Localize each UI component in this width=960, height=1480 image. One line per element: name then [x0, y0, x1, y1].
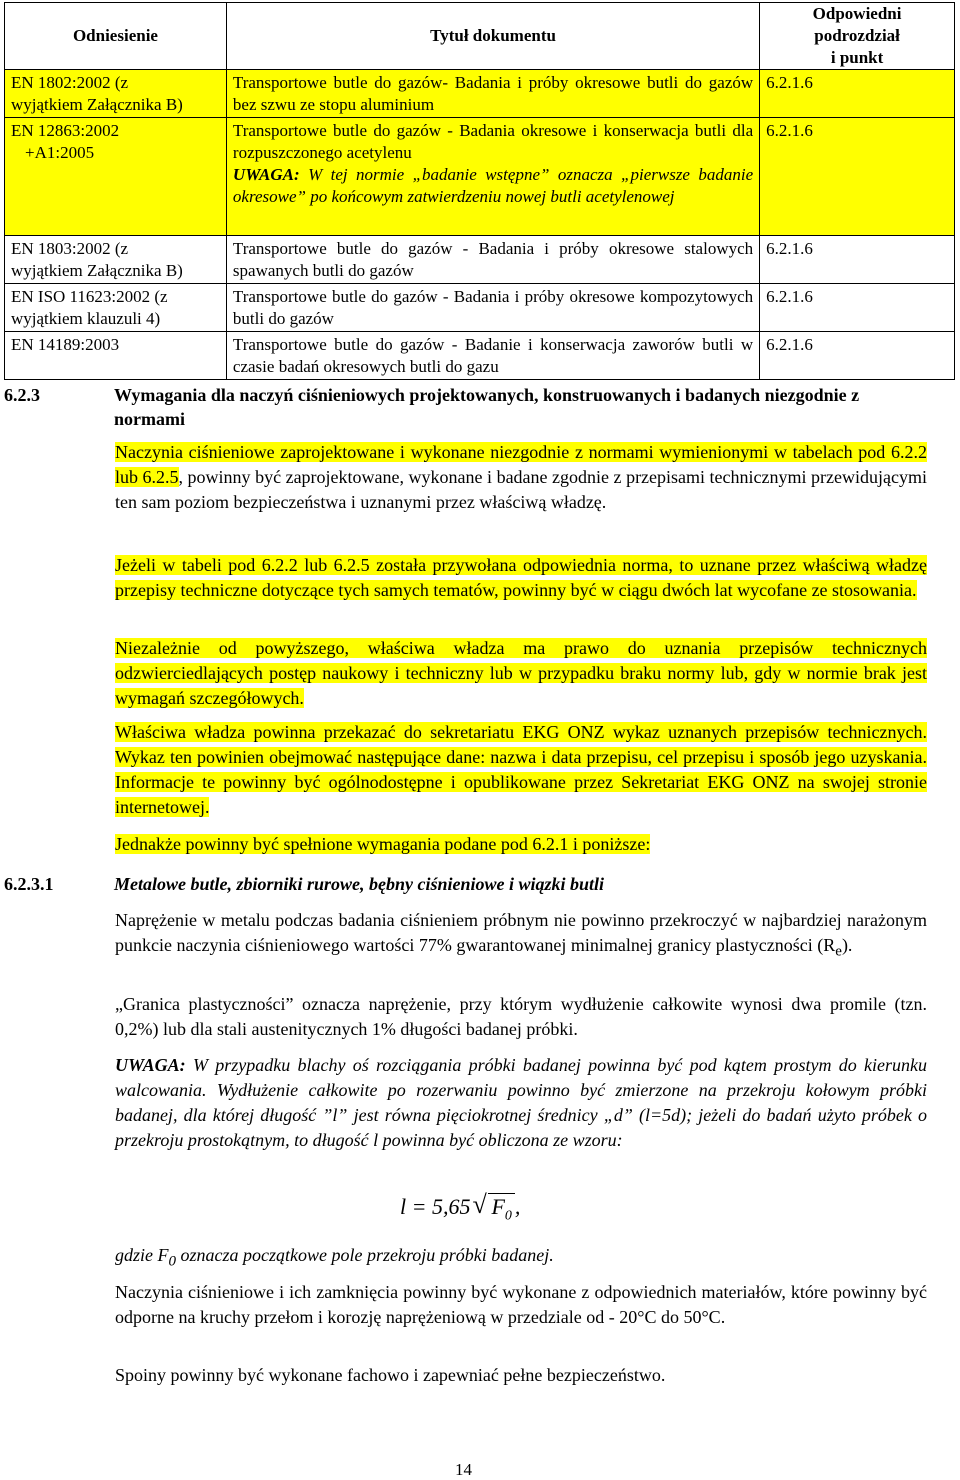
row-reference-line-2: +A1:2005 — [25, 143, 95, 162]
paragraph — [115, 992, 927, 1042]
row-reference — [5, 236, 227, 284]
paragraph — [115, 440, 927, 515]
table-row — [5, 236, 955, 284]
row-reference — [5, 332, 227, 380]
row-note — [233, 164, 753, 208]
formula-radicand: F — [491, 1194, 505, 1219]
section-heading-6-2-3 — [4, 383, 934, 431]
note-paragraph — [115, 1053, 927, 1153]
table-row — [5, 118, 955, 236]
row-section: 6.2.1.6 — [760, 332, 955, 380]
note-label: UWAGA: — [115, 1055, 186, 1075]
row-reference-line-2: wyjątkiem klauzuli 4) — [11, 309, 161, 328]
paragraph-text: , powinny być zaprojektowane, wykonane i badane zgodnie z przepisami technicznymi przewidującymi ten sam poziom bezpieczeństwa i uznanymi przez właściwą władzę. — [115, 467, 927, 512]
paragraph-text: Naprężenie w metalu podczas badania ciśnieniem próbnym nie powinno przekroczyć w najbardziej narażonym punkcie naczynia ciśnieniowego wartości 77% gwarantowanej minimalnej granicy plastyczności (R — [115, 910, 927, 955]
formula-radical — [488, 1193, 514, 1224]
paragraph-text-end: oznacza początkowe pole przekroju próbki badanej. — [176, 1245, 554, 1265]
row-note-label: UWAGA: — [232, 165, 300, 184]
subscript: e — [835, 943, 842, 960]
paragraph-highlight: Naczynia ciśnieniowe zaprojektowane i wykonane niezgodnie z normami wymienionymi w tabelach pod 6.2.2 lub 6.2.5 — [115, 442, 927, 487]
standards-table — [4, 2, 955, 380]
row-reference — [5, 284, 227, 332]
header-reference: Odniesienie — [5, 3, 227, 70]
subscript: 0 — [168, 1253, 176, 1270]
formula-lhs: l = 5,65 — [400, 1194, 471, 1219]
row-reference — [5, 118, 227, 236]
table-row — [5, 284, 955, 332]
header-subsection-line-1: Odpowiedni — [812, 4, 902, 23]
paragraph — [115, 1243, 927, 1275]
row-reference-line-1: EN 14189:2003 — [11, 335, 120, 354]
row-title: Transportowe butle do gazów - Badanie i konserwacja zaworów butli w czasie badań okresowych butli do gazu — [226, 332, 759, 380]
section-number: 6.2.3.1 — [4, 874, 54, 894]
row-title-text: Transportowe butle do gazów - Badania okresowe i konserwacja butli dla rozpuszczonego acetylenu — [232, 121, 754, 162]
section-number: 6.2.3 — [4, 385, 40, 405]
paragraph — [115, 1363, 927, 1388]
paragraph-text: gdzie F — [115, 1245, 169, 1265]
paragraph — [115, 832, 927, 857]
page-number: 14 — [455, 1460, 472, 1479]
row-title — [226, 118, 759, 236]
row-reference-line-1: EN 1803:2002 (z — [11, 239, 129, 258]
table-header-row — [5, 3, 955, 70]
paragraph-highlight: Właściwa władza powinna przekazać do sekretariatu EKG ONZ wykaz uznanych przepisów technicznych. Wykaz ten powinien obejmować następujące dane: nazwa i data przepisu, cel przepisu i sposób jego uzyskania. Informacje te powinny być ogólnodostępne i opublikowane przez Sekretariat EKG ONZ na swojej stronie internetowej. — [115, 722, 927, 817]
paragraph — [115, 1280, 927, 1330]
row-reference-line-2: wyjątkiem Załącznika B) — [11, 261, 183, 280]
paragraph-text: Naczynia ciśnieniowe i ich zamknięcia powinny być wykonane z odpowiednich materiałów, które powinny być odporne na kruchy przełom i korozję naprężeniową w przedziale od - 20°C do 50°C. — [115, 1282, 927, 1327]
formula — [400, 1193, 520, 1224]
row-reference-line-1: EN 12863:2002 — [11, 121, 120, 140]
section-heading-6-2-3-1 — [4, 872, 605, 896]
row-section: 6.2.1.6 — [760, 70, 955, 118]
paragraph — [115, 636, 927, 711]
paragraph — [115, 553, 927, 603]
formula-end: , — [514, 1194, 521, 1219]
paragraph-text-end: ). — [841, 935, 853, 955]
paragraph-text: „Granica plastyczności” oznacza naprężenie, przy którym wydłużenie całkowite wynosi dwa promile (tzn. 0,2%) lub dla stali austenitycznych 1% długości badanej próbki. — [115, 994, 927, 1039]
paragraph — [115, 720, 927, 820]
section-title: Wymagania dla naczyń ciśnieniowych projektowanych, konstruowanych i badanych niezgodnie z normami — [114, 385, 860, 429]
paragraph-highlight: Jeżeli w tabeli pod 6.2.2 lub 6.2.5 została przywołana odpowiednia norma, to uznane przez właściwą władzę przepisy techniczne dotyczące tych samych tematów, powinny być w ciągu dwóch lat wycofane ze stosowania. — [115, 555, 927, 600]
row-title: Transportowe butle do gazów - Badania i próby okresowe kompozytowych butli do gazów — [226, 284, 759, 332]
row-title: Transportowe butle do gazów- Badania i próby okresowe butli do gazów bez szwu ze stopu aluminium — [226, 70, 759, 118]
header-document-title: Tytuł dokumentu — [226, 3, 759, 70]
row-reference — [5, 70, 227, 118]
table-row — [5, 70, 955, 118]
header-subsection-line-3: i punkt — [830, 48, 884, 67]
row-reference-line-2: wyjątkiem Załącznika B) — [11, 95, 183, 114]
header-subsection — [760, 3, 955, 70]
row-reference-line-1: EN ISO 11623:2002 (z — [11, 287, 168, 306]
formula-subscript: 0 — [504, 1208, 512, 1224]
row-title: Transportowe butle do gazów - Badania i próby okresowe stalowych spawanych butli do gazów — [226, 236, 759, 284]
paragraph-highlight: Jednakże powinny być spełnione wymagania podane pod 6.2.1 i poniższe: — [115, 834, 651, 854]
row-reference-line-1: EN 1802:2002 (z — [11, 73, 129, 92]
paragraph-highlight: Niezależnie od powyższego, właściwa władza ma prawo do uznania przepisów technicznych odzwierciedlających postęp naukowy i techniczny lub w przypadku braku normy lub, gdy w normie brak jest wymagań szczegółowych. — [115, 638, 927, 708]
table-row — [5, 332, 955, 380]
row-note-text: W tej normie „badanie wstępne” oznacza „pierwsze badanie okresowe” po końcowym zatwierdzeniu nowej butli acetylenowej — [232, 165, 754, 206]
row-section: 6.2.1.6 — [760, 236, 955, 284]
row-section: 6.2.1.6 — [760, 118, 955, 236]
paragraph-text: Spoiny powinny być wykonane fachowo i zapewniać pełne bezpieczeństwo. — [115, 1365, 666, 1385]
paragraph — [115, 908, 927, 965]
note-text: W przypadku blachy oś rozciągania próbki badanej powinna być pod kątem prostym do kierunku walcowania. Wydłużenie całkowite po rozerwaniu powinno być zmierzone na przekroju kołowym próbki badanej, dla której długość ”l” jest równa pięciokrotnej średnicy „d” (l=5d); jeżeli do badań użyto próbek o przekroju prostokątnym, to długość l powinna być obliczona ze wzoru: — [115, 1055, 927, 1150]
section-title: Metalowe butle, zbiorniki rurowe, bębny ciśnieniowe i wiązki butli — [114, 874, 605, 894]
row-section: 6.2.1.6 — [760, 284, 955, 332]
header-subsection-line-2: podrozdział — [814, 26, 900, 45]
